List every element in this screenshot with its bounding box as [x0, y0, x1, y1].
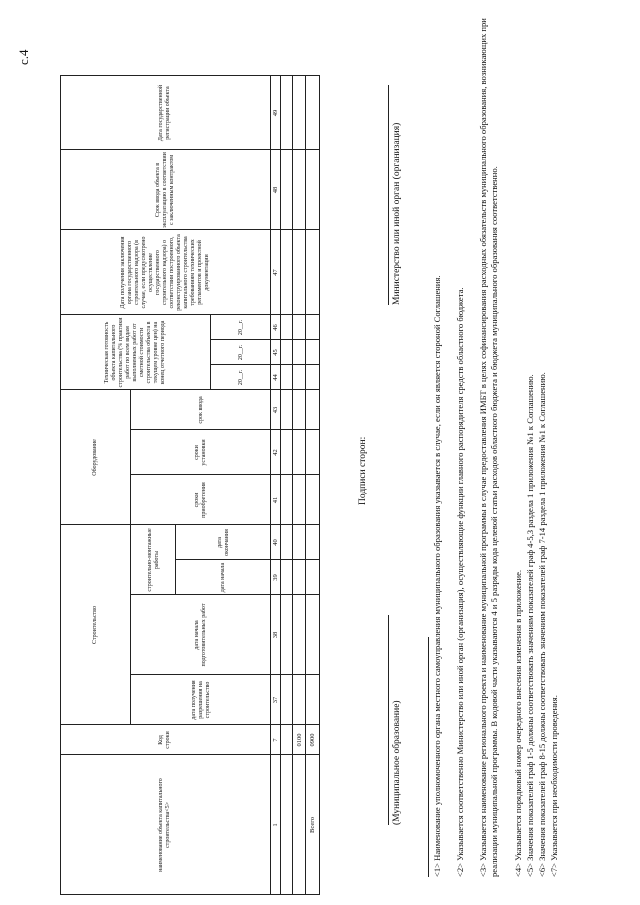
footnote-7: <7> Указывается при необходимости проведения. [549, 695, 559, 877]
header-year-c: 20__г. [237, 319, 244, 336]
header-year-b: 20__г. [237, 344, 244, 361]
header-smr: строительно-монтажные работы [146, 528, 160, 592]
header-permit-date: дата получения разрешения на строительство [190, 680, 211, 720]
footnote-6: <6> Значения показателей граф 8-15 должны соответствовать значениям показателей граф 7-14 раздела 1 приложения №1 к Соглашению. [537, 372, 547, 877]
construction-table [60, 75, 320, 895]
footnote-separator [428, 637, 429, 877]
header-year-a: 20__г. [237, 369, 244, 386]
col-num: 45 [272, 349, 279, 356]
signature-line-left [388, 615, 389, 825]
col-num: 41 [272, 496, 279, 504]
page-number: с.4 [16, 49, 31, 65]
row-code: 0100 [295, 733, 303, 747]
col-num: 48 [272, 186, 279, 194]
col-num: 37 [272, 696, 279, 704]
col-num: 38 [272, 631, 279, 639]
header-conclusion: Дата получения заключения органа государственного строительного надзора (в случае, если предусмотрено осуществление государственного строительного надзора) о соответствии построенного, реконструированного объекта капитального строительства требованиям технических регламентов и проектной документации [119, 234, 210, 311]
signature-line-right [388, 85, 389, 305]
header-eq-purchase: сроки приобретения [194, 482, 207, 518]
footnote-4: <4> Указывается порядковый номер очередного внесения изменения в приложение. [513, 569, 523, 877]
col-num: 47 [272, 269, 279, 276]
header-equipment: Оборудование [91, 439, 98, 476]
col-num: 1 [272, 823, 279, 827]
header-smr-start: дата начала [220, 562, 226, 593]
col-num: 46 [272, 324, 279, 331]
header-construction: Строительство [91, 606, 98, 644]
header-readiness: Техническая готовность объекта капитального строительства (% практики работ по всем видам выполненных работ от сметной стоимости строительства объекта в текущем уровне цен) на конец отчетного периода [103, 317, 166, 388]
col-num: 43 [272, 406, 279, 414]
col-num: 44 [272, 374, 279, 381]
col-num: 7 [272, 738, 279, 742]
row-total-label: Всего [309, 817, 316, 833]
footnote-3: <3> Указывается наименование регионального проекта и наименование муниципальной программы в случае предоставления ИМБТ в целях софинансирования расходных обязательств муниципального образования, возникающих при реализации муниципальной программы. В кодовой части указываются 4 и 5 разряды кода целевой статьи расходов областного бюджета и бюджета муниципального образования соответственно. [478, 18, 499, 877]
footnote-2: <2> Указывается соответственно Министерство или иной орган (организация), осуществляющие функции главного распорядителя средств областного бюджета. [455, 287, 465, 877]
header-smr-end: дата окончания [216, 529, 230, 556]
header-eq-commission: срок ввода [197, 396, 204, 424]
header-object-name: наименование объекта капитального строительства<5> [158, 778, 171, 872]
signatures-title: Подписи сторон: [358, 436, 368, 505]
col-num: 49 [272, 109, 279, 117]
col-num: 40 [272, 539, 279, 546]
col-num: 42 [272, 449, 279, 456]
signature-right-caption: Министерство или иной орган (организация) [392, 122, 402, 305]
signature-left-caption: (Муниципальное образование) [392, 700, 402, 825]
footnote-1: <1> Наименование уполномоченного органа местного самоуправления муниципального образования указывается в случае, если он является стороной Соглашения. [432, 275, 442, 877]
col-num: 39 [272, 574, 279, 581]
header-eq-install: сроки установки [194, 439, 207, 466]
header-commissioning: Срок ввода объекта в эксплуатацию в соответствии с заключенным контрактом [154, 152, 175, 228]
row-code: 0900 [309, 733, 316, 747]
header-row-code: Код строки [158, 731, 171, 749]
footnote-5: <5> Значения показателей граф 1-5 должны соответствовать значениям показателей граф 4-5,3 раздела 1 приложения №1 к Соглашению. [525, 374, 535, 877]
header-prep-start: дата начала подготовительных работ [194, 603, 207, 667]
header-registration: Дата государственной регистрации объекта [158, 84, 171, 142]
